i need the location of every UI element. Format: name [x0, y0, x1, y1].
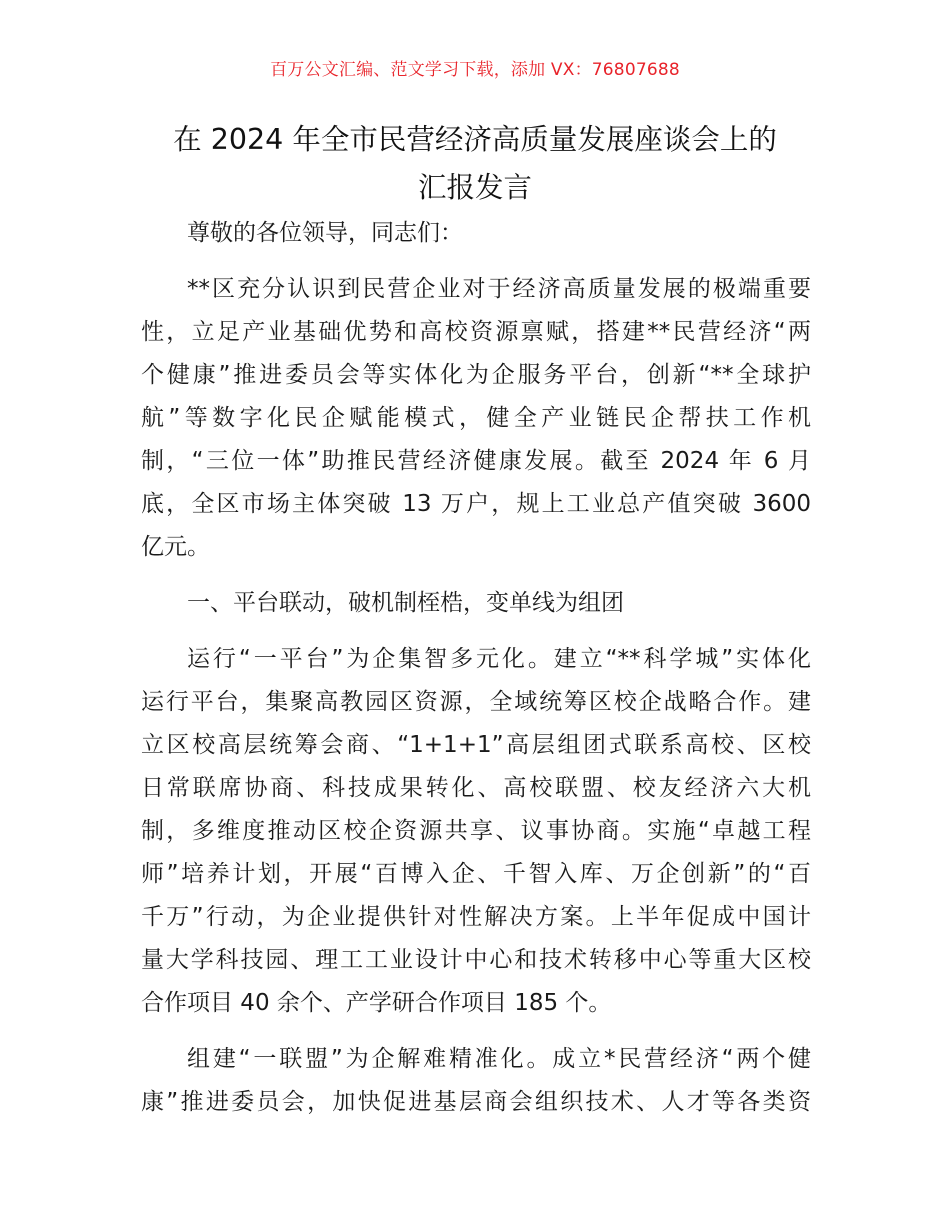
header-watermark-text: 百万公文汇编、范文学习下载，添加 VX：76807688 — [270, 60, 680, 80]
text-line: 制，“三位一体”助推民营经济健康发展。截至 2024 年 6 月 — [141, 448, 811, 474]
text-line: 千万”行动，为企业提供针对性解决方案。上半年促成中国计 — [141, 904, 811, 930]
text-line: 康”推进委员会，加快促进基层商会组织技术、人才等各类资 — [141, 1089, 811, 1115]
text-line: 师”培养计划，开展“百博入企、千智入库、万企创新”的“百 — [141, 861, 811, 887]
text-line: 尊敬的各位领导，同志们： — [187, 220, 463, 246]
text-line: 制，多维度推动区校企资源共享、议事协商。实施“卓越工程 — [141, 818, 811, 844]
text-line: 日常联席协商、科技成果转化、高校联盟、校友经济六大机 — [141, 775, 811, 801]
text-line: 运行“一平台”为企集智多元化。建立“**科学城”实体化 — [187, 646, 811, 672]
text-line: 立区校高层统筹会商、“1+1+1”高层组团式联系高校、区校 — [141, 732, 811, 758]
text-line: 组建“一联盟”为企解难精准化。成立*民营经济“两个健 — [187, 1046, 811, 1072]
text-line: 航”等数字化民企赋能模式，健全产业链民企帮扶工作机 — [141, 405, 811, 431]
text-line: 性，立足产业基础优势和高校资源禀赋，搭建**民营经济“两 — [141, 319, 811, 345]
paragraph-alliance — [141, 1038, 811, 1124]
text-line: 运行平台，集聚高教园区资源，全域统筹区校企战略合作。建 — [141, 689, 811, 715]
title-line: 汇报发言 — [417, 171, 532, 204]
title-line: 在 2024 年全市民营经济高质量发展座谈会上的 — [173, 123, 777, 156]
paragraph-intro — [141, 268, 811, 569]
document-title — [100, 116, 850, 212]
text-line: **区充分认识到民营企业对于经济高质量发展的极端重要 — [187, 276, 811, 302]
text-line: 一、平台联动，破机制桎梏，变单线为组团 — [187, 590, 624, 616]
text-line: 个健康”推进委员会等实体化为企服务平台，创新“**全球护 — [141, 362, 811, 388]
salutation — [141, 212, 811, 255]
text-line: 底，全区市场主体突破 13 万户，规上工业总产值突破 3600 — [141, 491, 811, 517]
text-line: 合作项目 40 余个、产学研合作项目 185 个。 — [141, 990, 612, 1016]
text-line: 量大学科技园、理工工业设计中心和技术转移中心等重大区校 — [141, 947, 811, 973]
document-body — [141, 212, 811, 1124]
section-heading — [141, 582, 811, 625]
paragraph-platform — [141, 638, 811, 1025]
text-line: 亿元。 — [141, 534, 210, 560]
